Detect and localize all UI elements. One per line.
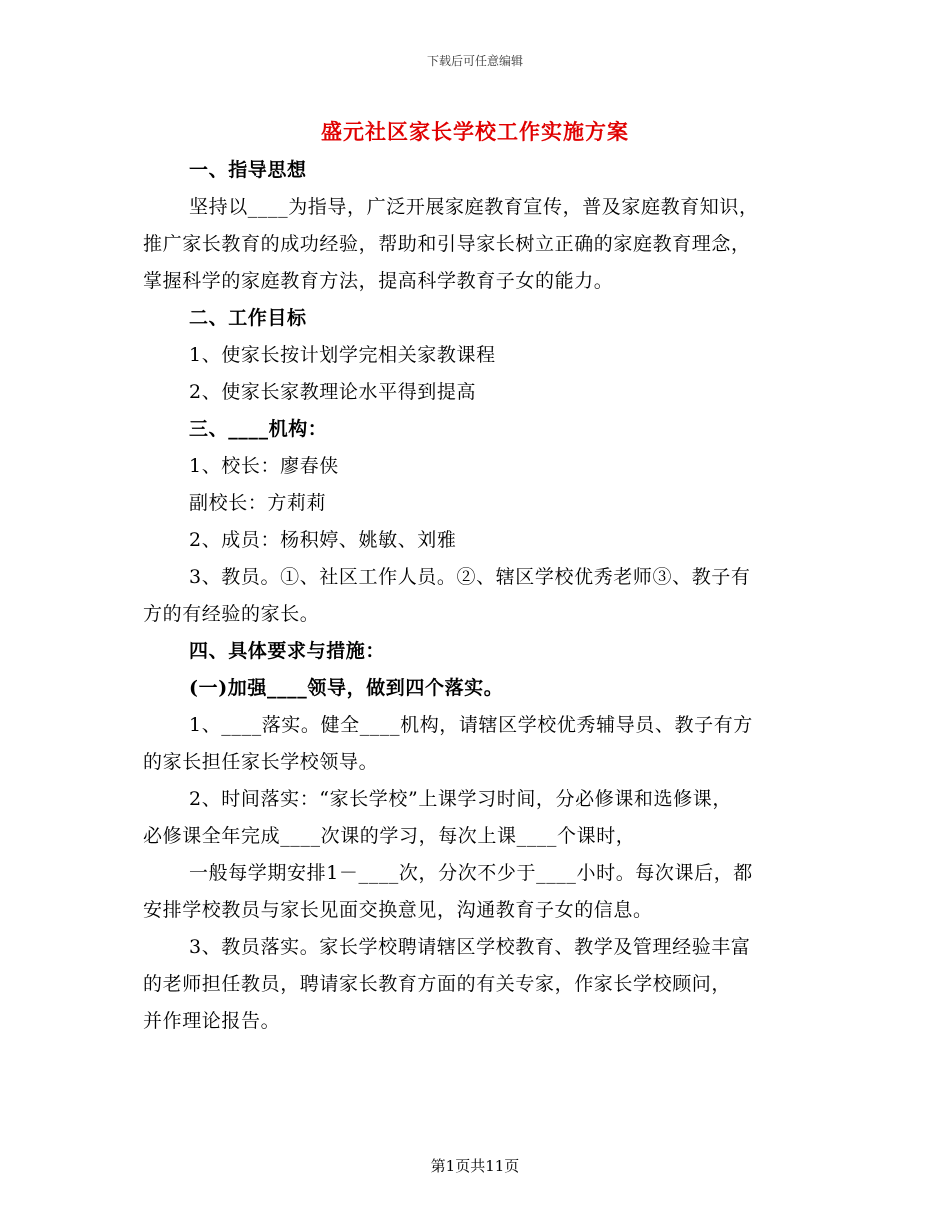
list-item: 1、____落实。健全____机构，请辖区学校优秀辅导员、教子有方 bbox=[189, 714, 753, 736]
list-item: 2、使家长家教理论水平得到提高 bbox=[189, 381, 477, 403]
page-footer: 第1页共11页 bbox=[430, 1157, 520, 1175]
paragraph-line: 方的有经验的家长。 bbox=[143, 603, 320, 625]
section-heading-4: 四、具体要求与措施： bbox=[189, 640, 386, 662]
page-header-note: 下载后可任意编辑 bbox=[426, 54, 523, 68]
paragraph-line: 推广家长教育的成功经验，帮助和引导家长树立正确的家庭教育理念， bbox=[143, 233, 751, 255]
paragraph-line: 掌握科学的家庭教育方法，提高科学教育子女的能力。 bbox=[143, 270, 614, 292]
list-item: 3、教员落实。家长学校聘请辖区学校教育、教学及管理经验丰富 bbox=[189, 936, 751, 958]
list-item: 1、使家长按计划学完相关家教课程 bbox=[189, 344, 496, 366]
document-title: 盛元社区家长学校工作实施方案 bbox=[321, 119, 629, 144]
paragraph-line: 坚持以____为指导，广泛开展家庭教育宣传，普及家庭教育知识， bbox=[189, 196, 759, 218]
section-heading-1: 一、指导思想 bbox=[189, 159, 307, 181]
paragraph-line: 安排学校教员与家长见面交换意见，沟通教育子女的信息。 bbox=[143, 899, 653, 921]
paragraph-line: 并作理论报告。 bbox=[143, 1010, 281, 1032]
document-body bbox=[143, 152, 811, 1040]
list-item: 2、时间落实：“家长学校”上课学习时间，分必修课和选修课， bbox=[189, 788, 732, 810]
list-item: 2、成员：杨积婷、姚敏、刘雅 bbox=[189, 529, 457, 551]
list-item: 副校长：方莉莉 bbox=[189, 492, 327, 514]
paragraph-line: 的家长担任家长学校领导。 bbox=[143, 751, 379, 773]
subsection-heading: (一)加强____领导，做到四个落实。 bbox=[189, 677, 504, 699]
paragraph-line: 一般每学期安排1－____次，分次不少于____小时。每次课后，都 bbox=[189, 862, 753, 884]
list-item: 1、校长：廖春侠 bbox=[189, 455, 339, 477]
paragraph-line: 必修课全年完成____次课的学习，每次上课____个课时， bbox=[143, 825, 636, 847]
section-heading-3: 三、____机构： bbox=[189, 418, 328, 440]
paragraph-line: 的老师担任教员，聘请家长教育方面的有关专家，作家长学校顾问， bbox=[143, 973, 732, 995]
list-item: 3、教员。①、社区工作人员。②、辖区学校优秀老师③、教子有 bbox=[189, 566, 751, 588]
section-heading-2: 二、工作目标 bbox=[189, 307, 307, 329]
